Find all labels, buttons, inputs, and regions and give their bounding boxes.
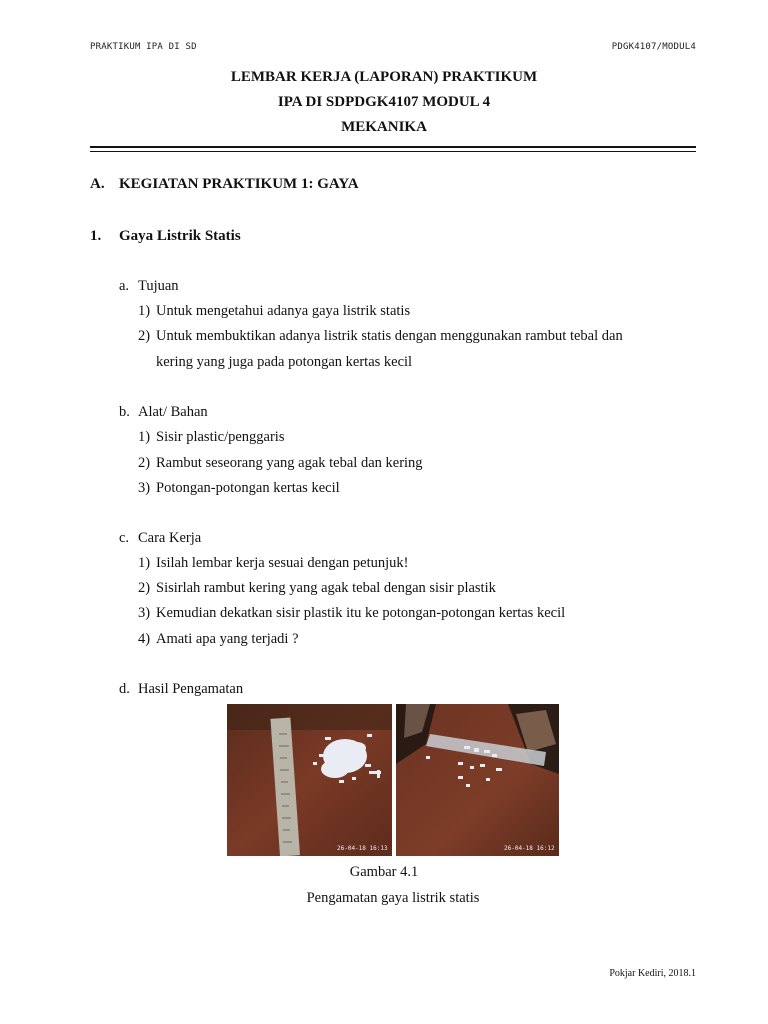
alat-item-2-num: 2): [138, 455, 151, 471]
running-header-right: PDGK4107/MODUL4: [611, 42, 696, 52]
tujuan-item-2-continuation: kering yang juga pada potongan kertas kecil: [156, 354, 413, 370]
cara-item-1-num: 1): [138, 555, 151, 571]
alat-item-1-num: 1): [138, 429, 151, 445]
observation-photo-1: [227, 704, 392, 856]
section-a-marker: A.: [90, 176, 105, 192]
footer-text: Pokjar Kediri, 2018.1: [609, 968, 696, 979]
title-line-1: LEMBAR KERJA (LAPORAN) PRAKTIKUM: [230, 69, 538, 85]
running-header-left: PRAKTIKUM IPA DI SD: [90, 42, 197, 52]
cara-item-2-text: Sisirlah rambut kering yang agak tebal dengan sisir plastik: [156, 580, 496, 596]
tujuan-label: Tujuan: [138, 278, 179, 294]
photo-1-timestamp: 26-04-18 16:13: [337, 845, 388, 852]
hasil-label: Hasil Pengamatan: [138, 681, 244, 697]
alat-item-2-text: Rambut seseorang yang agak tebal dan kering: [156, 455, 423, 471]
title-rule-thick: [90, 146, 696, 148]
title-line-2: IPA DI SDPDGK4107 MODUL 4: [277, 94, 491, 110]
tujuan-item-1-num: 1): [138, 303, 151, 319]
cara-item-4-num: 4): [138, 631, 151, 647]
hasil-marker: d.: [119, 681, 130, 697]
figure-caption: Pengamatan gaya listrik statis: [306, 890, 480, 906]
cara-item-3-text: Kemudian dekatkan sisir plastik itu ke potongan-potongan kertas kecil: [156, 605, 566, 621]
alat-label: Alat/ Bahan: [138, 404, 208, 420]
tujuan-item-1-text: Untuk mengetahui adanya gaya listrik statis: [156, 303, 411, 319]
tujuan-item-2-num: 2): [138, 328, 151, 344]
figure-number: Gambar 4.1: [349, 864, 419, 880]
item-1-marker: 1.: [90, 228, 102, 244]
cara-label: Cara Kerja: [138, 530, 202, 546]
cara-item-2-num: 2): [138, 580, 151, 596]
cara-item-1-text: Isilah lembar kerja sesuai dengan petunjuk!: [156, 555, 409, 571]
tujuan-item-2-text: Untuk membuktikan adanya listrik statis dengan menggunakan rambut tebal dan: [156, 328, 623, 344]
photo-1-image: [227, 704, 392, 856]
tujuan-marker: a.: [119, 278, 130, 294]
cara-marker: c.: [119, 530, 130, 546]
alat-item-3-num: 3): [138, 480, 151, 496]
title-rule-thin: [90, 151, 696, 152]
cara-item-4-text: Amati apa yang terjadi ?: [156, 631, 299, 647]
alat-item-3-text: Potongan-potongan kertas kecil: [156, 480, 340, 496]
title-line-3: MEKANIKA: [341, 119, 427, 135]
observation-photo-2: [396, 704, 559, 856]
alat-marker: b.: [119, 404, 130, 420]
section-a-heading: KEGIATAN PRAKTIKUM 1: GAYA: [119, 176, 359, 192]
cara-item-3-num: 3): [138, 605, 151, 621]
alat-item-1-text: Sisir plastic/penggaris: [156, 429, 285, 445]
photo-2-timestamp: 26-04-18 16:12: [504, 845, 555, 852]
item-1-heading: Gaya Listrik Statis: [119, 228, 241, 244]
photo-2-image: [396, 704, 559, 856]
